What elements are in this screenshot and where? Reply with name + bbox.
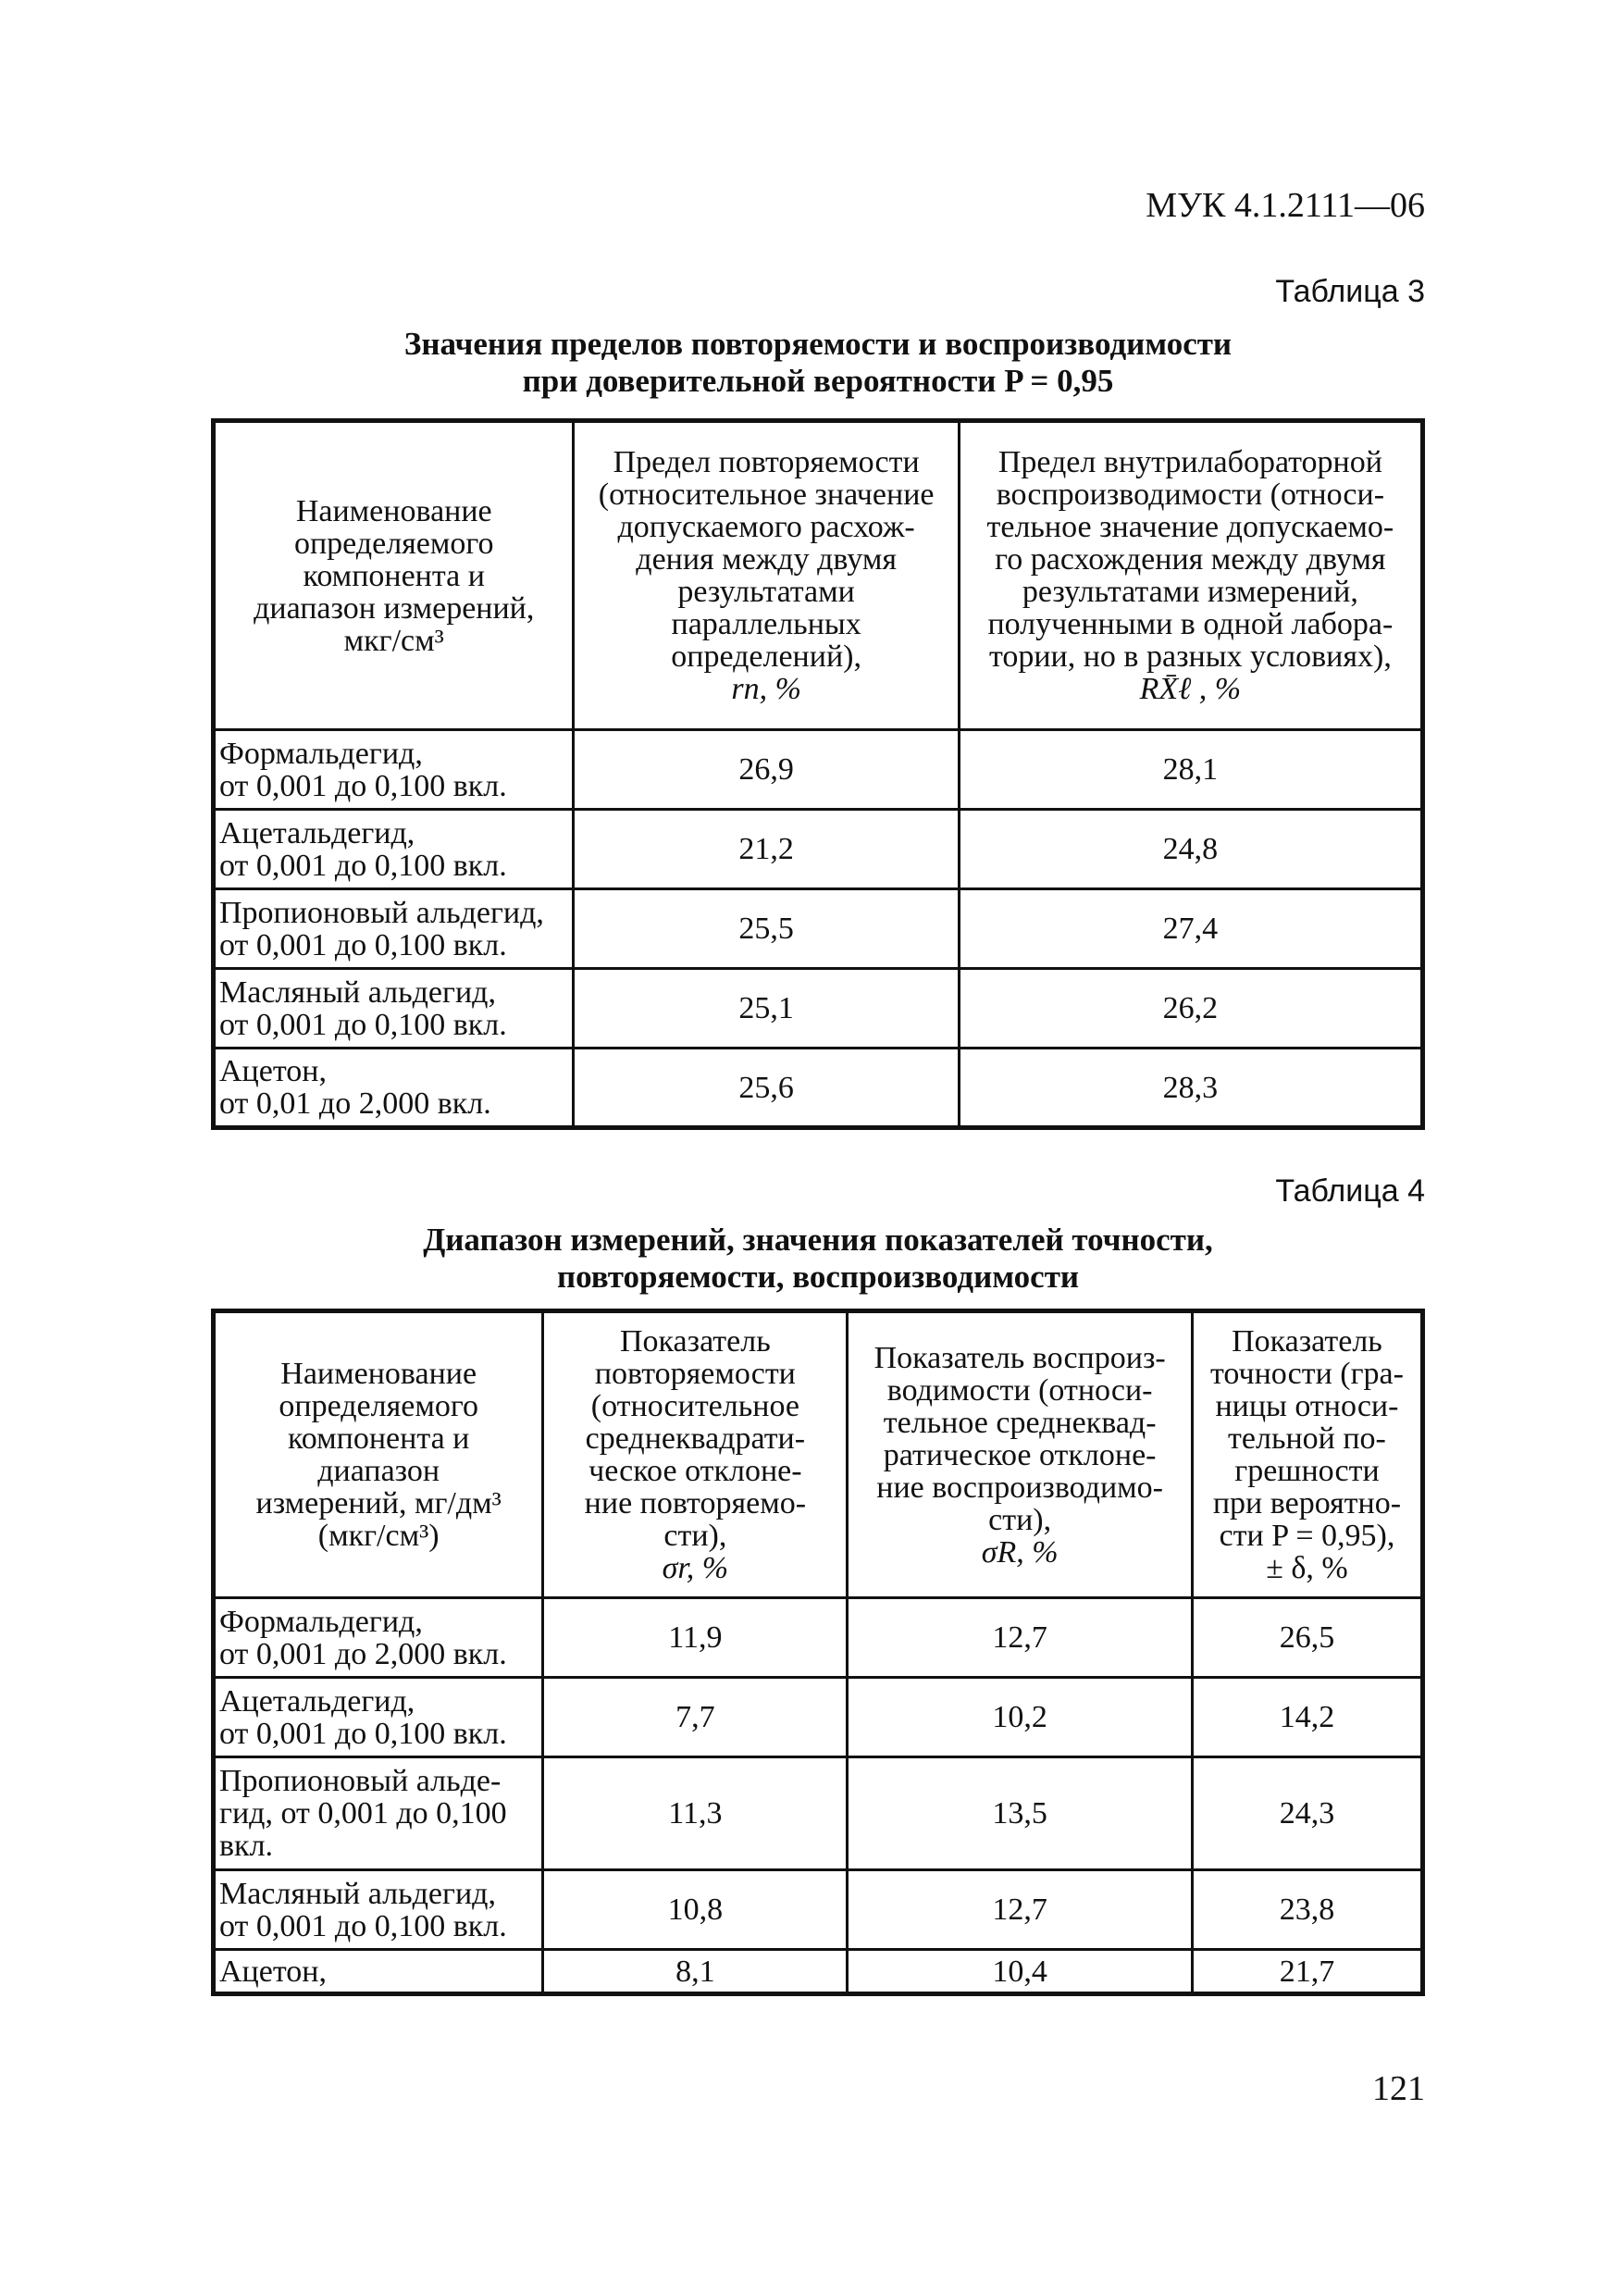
table4-col-name-header: Наименование определяемого компонента и диапазон измерений, мг/дм³ (мкг/см³) bbox=[214, 1311, 543, 1598]
repeatability-value: 8,1 bbox=[543, 1950, 848, 1994]
repeatability-value: 10,8 bbox=[543, 1870, 848, 1950]
table3-header-row bbox=[214, 421, 1423, 730]
table4-title-line1: Диапазон измерений, значения показателей точности, bbox=[423, 1222, 1213, 1258]
table-row bbox=[214, 1950, 1423, 1994]
table4-title bbox=[211, 1222, 1425, 1296]
table-row bbox=[214, 810, 1423, 889]
accuracy-value: 14,2 bbox=[1192, 1678, 1422, 1757]
table4-col-reproducibility-header: Показатель воспроиз- водимости (относи- тельное среднеквад- ратическое отклоне- ние воспроизводимо- сти), σR, % bbox=[848, 1311, 1193, 1598]
reproducibility-value: 12,7 bbox=[848, 1598, 1193, 1678]
repeatability-value: 26,9 bbox=[574, 730, 959, 810]
accuracy-value: 21,7 bbox=[1192, 1950, 1422, 1994]
reproducibility-value: 13,5 bbox=[848, 1757, 1193, 1870]
repeatability-value: 25,1 bbox=[574, 969, 959, 1049]
table3-title-line1: Значения пределов повторяемости и воспроизводимости bbox=[403, 326, 1233, 362]
table3 bbox=[211, 418, 1425, 1130]
repeatability-value: 11,9 bbox=[543, 1598, 848, 1678]
repeatability-value: 11,3 bbox=[543, 1757, 848, 1870]
reproducibility-value: 26,2 bbox=[959, 969, 1422, 1049]
reproducibility-value: 28,1 bbox=[959, 730, 1422, 810]
accuracy-value: 26,5 bbox=[1192, 1598, 1422, 1678]
reproducibility-value: 28,3 bbox=[959, 1049, 1422, 1128]
table-row bbox=[214, 1870, 1423, 1950]
table3-title bbox=[211, 326, 1425, 400]
table-row bbox=[214, 1598, 1423, 1678]
table4-label: Таблица 4 bbox=[1275, 1173, 1425, 1209]
component-name: Ацетальдегид, от 0,001 до 0,100 вкл. bbox=[214, 1678, 543, 1757]
component-name: Масляный альдегид, от 0,001 до 0,100 вкл. bbox=[214, 969, 574, 1049]
table-row bbox=[214, 730, 1423, 810]
table4 bbox=[211, 1309, 1425, 1996]
reproducibility-value: 10,4 bbox=[848, 1950, 1193, 1994]
component-name: Ацетальдегид, от 0,001 до 0,100 вкл. bbox=[214, 810, 574, 889]
reproducibility-value: 12,7 bbox=[848, 1870, 1193, 1950]
page-number: 121 bbox=[1372, 2069, 1425, 2108]
component-name: Масляный альдегид, от 0,001 до 0,100 вкл. bbox=[214, 1870, 543, 1950]
table4-title-line2: повторяемости, воспроизводимости bbox=[556, 1259, 1080, 1295]
table-row bbox=[214, 1049, 1423, 1128]
repeatability-value: 21,2 bbox=[574, 810, 959, 889]
accuracy-value: 24,3 bbox=[1192, 1757, 1422, 1870]
repeatability-value: 25,6 bbox=[574, 1049, 959, 1128]
table3-col-repeatability-header: Предел повторяемости (относительное значение допускаемого расхож- дения между двумя результатами параллельных определений), rn, % bbox=[574, 421, 959, 730]
table-row bbox=[214, 1757, 1423, 1870]
table-row bbox=[214, 969, 1423, 1049]
table4-col-accuracy-header: Показатель точности (гра- ницы относи- тельной по- грешности при вероятно- сти P = 0,95), ± δ, % bbox=[1192, 1311, 1422, 1598]
table3-col-name-header: Наименование определяемого компонента и диапазон измерений, мкг/см³ bbox=[214, 421, 574, 730]
component-name: Формальдегид, от 0,001 до 2,000 вкл. bbox=[214, 1598, 543, 1678]
reproducibility-value: 27,4 bbox=[959, 889, 1422, 969]
component-name: Формальдегид, от 0,001 до 0,100 вкл. bbox=[214, 730, 574, 810]
accuracy-value: 23,8 bbox=[1192, 1870, 1422, 1950]
table4-header-row bbox=[214, 1311, 1423, 1598]
reproducibility-value: 24,8 bbox=[959, 810, 1422, 889]
repeatability-value: 25,5 bbox=[574, 889, 959, 969]
reproducibility-value: 10,2 bbox=[848, 1678, 1193, 1757]
table4-col-repeatability-header: Показатель повторяемости (относительное среднеквадрати- ческое отклоне- ние повторяемо- сти), σr, % bbox=[543, 1311, 848, 1598]
table3-label: Таблица 3 bbox=[1275, 274, 1425, 309]
table-row bbox=[214, 1678, 1423, 1757]
document-code: МУК 4.1.2111—06 bbox=[1146, 186, 1425, 225]
table-row bbox=[214, 889, 1423, 969]
table3-title-line2: при доверительной вероятности P = 0,95 bbox=[522, 363, 1114, 399]
repeatability-value: 7,7 bbox=[543, 1678, 848, 1757]
component-name: Пропионовый альдегид, от 0,001 до 0,100 вкл. bbox=[214, 889, 574, 969]
table3-col-reproducibility-header: Предел внутрилабораторной воспроизводимости (относи- тельное значение допускаемо- го расхождения между двумя результатами измерений, полученными в одной лабора- тории, но в разных условиях), RX̄ℓ , % bbox=[959, 421, 1422, 730]
component-name: Ацетон, bbox=[214, 1950, 543, 1994]
component-name: Ацетон, от 0,01 до 2,000 вкл. bbox=[214, 1049, 574, 1128]
component-name: Пропионовый альде- гид, от 0,001 до 0,100 вкл. bbox=[214, 1757, 543, 1870]
